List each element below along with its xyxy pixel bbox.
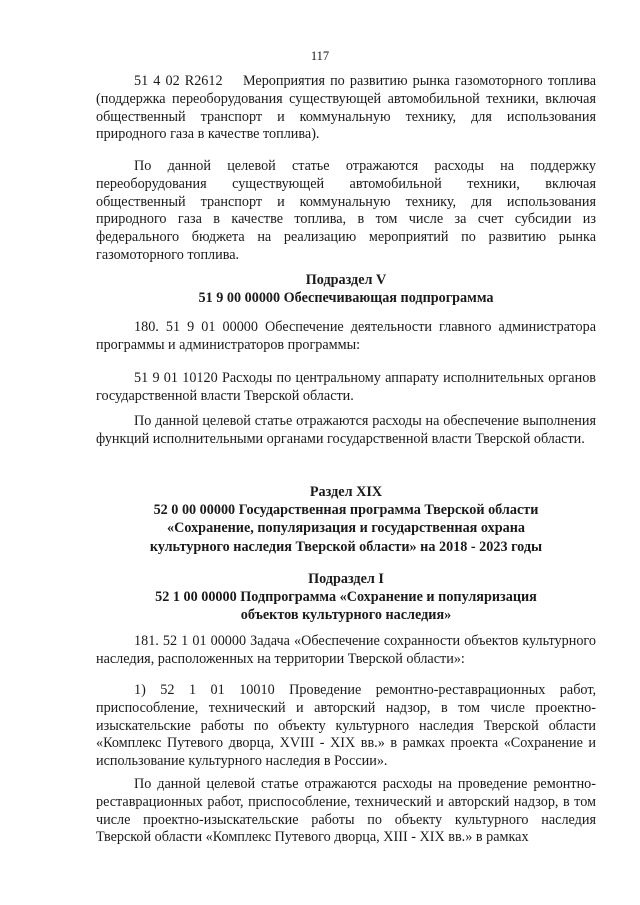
heading-line: «Сохранение, популяризация и государственная охрана [167,520,525,537]
heading-line: 51 9 00 00000 Обеспечивающая подпрограмма [198,290,494,307]
paragraph-text: 180. 51 9 01 00000 Обеспечение деятельности главного администратора программы и администраторов программы: [96,319,596,353]
heading-subsection-v [96,271,596,307]
paragraph-text: По данной целевой статье отражаются расходы на проведение ремонтно-реставрационных работ, приспособление, технический и авторский надзор, в том числе проектно-изыскательские работы по объекту культурного наследия Тверской области «Комплекс Путевого дворца, XIII - XIX вв.» в рамках [96,776,596,846]
paragraph-gas-fuel-measures [96,73,600,144]
paragraph-central-apparatus [96,370,596,406]
paragraph-text: 1) 52 1 01 10010 Проведение ремонтно-реставрационных работ, приспособление, технический и авторский надзор, в том числе проектно-изыскательские работы по объекту культурного наследия Тверской области «Комплекс Путевого дворца, XVIII - XIX вв.» в рамках проекта «Сохранение и использование культурного наследия в России». [96,682,596,770]
heading-line: Раздел XIX [309,484,383,500]
heading-line: 52 0 00 00000 Государственная программа Тверской области [153,502,539,519]
heading-subsection-i [96,570,596,625]
paragraph-text: 51 9 01 10120 Расходы по центральному аппарату исполнительных органов государственной власти Тверской области. [96,370,596,404]
heading-line: культурного наследия Тверской области» на 2018 - 2023 годы [149,538,543,555]
paragraph-text: По данной целевой статье отражаются расходы на поддержку переоборудования существующей автомобильной техники, включая общественный транспорт и коммунальную технику, для использования природного газа в качестве топлива, в том числе за счет субсидии из федерального бюджета на реализацию мероприятий по развитию рынка газомоторного топлива. [96,158,596,263]
page-number: 117 [310,49,330,63]
paragraph-text: 181. 52 1 01 00000 Задача «Обеспечение сохранности объектов культурного наследия, расположенных на территории Тверской области»: [96,633,596,667]
paragraph-gas-fuel-expenses [96,158,596,265]
paragraph-text: По данной целевой статье отражаются расходы на обеспечение выполнения функций исполнительными органами государственной власти Тверской области. [96,413,596,447]
heading-line: Подраздел I [308,571,384,587]
paragraph-text: 51 4 02 R2612 Мероприятия по развитию рынка газомоторного топлива (поддержка переоборудования существующей автомобильной техники, включая общественный транспорт и коммунальную технику, для использования природного газа в качестве топлива). [96,73,600,143]
heading-section-xix [96,483,596,556]
heading-line: Подраздел V [305,272,387,288]
heading-line: 52 1 00 00000 Подпрограмма «Сохранение и популяризация [155,589,537,606]
paragraph-restoration-item [96,682,596,771]
paragraph-180 [96,319,596,355]
heading-line: объектов культурного наследия» [240,607,452,624]
paragraph-restoration-expenses [96,776,596,847]
paragraph-central-apparatus-expenses [96,413,596,449]
paragraph-181 [96,633,596,669]
